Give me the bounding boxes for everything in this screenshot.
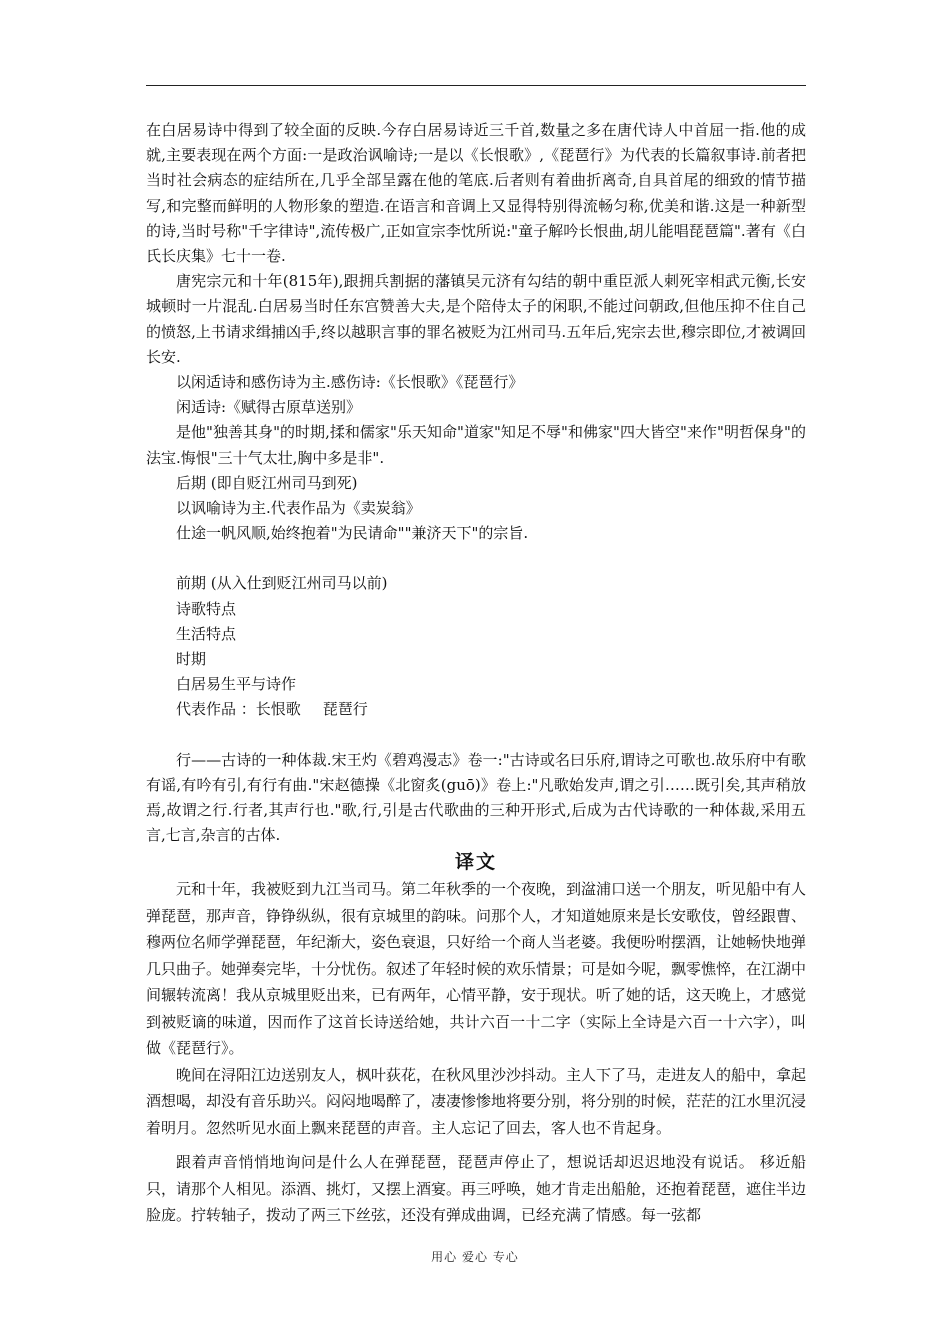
outline-line: 后期 (即自贬江州司马到死) — [176, 473, 358, 492]
outline-line: 生活特点 — [176, 624, 237, 643]
translation-heading: 译文 — [454, 851, 497, 874]
outline-line: 以讽喻诗为主.代表作品为《卖炭翁》 — [176, 499, 421, 518]
header-rule — [146, 85, 806, 86]
translation-paragraph: 跟着声音悄悄地询问是什么人在弹琵琶，琵琶声停止了，想说话却迟迟地没有说话。 移近船只，请那个人相见。添酒、挑灯，又摆上酒宴。再三呼唤，她才肯走出船舱，还抱着琵琶，遮住半边脸庞。拧转轴子，拨动了两三下丝弦，还没有弹成曲调，已经充满了情感。每一弦都 — [146, 1153, 807, 1225]
outline-line: 闲适诗:《赋得古原草送别》 — [176, 398, 362, 417]
biography-paragraph: 唐宪宗元和十年(815年),跟拥兵割据的藩镇吴元济有勾结的朝中重臣派人刺死宰相武元衡,长安城顿时一片混乱.白居易当时任东宫赞善大夫,是个陪侍太子的闲职,不能过问朝政,但他压抑不住自己的愤怒,上书请求缉捕凶手,终以越职言事的罪名被贬为江州司马.五年后,宪宗去世,穆宗即位,才被调回长安. — [146, 272, 806, 366]
outline-line: 前期 (从入仕到贬江州司马以前) — [176, 574, 388, 593]
outline-line: 诗歌特点 — [176, 599, 237, 618]
outline-line: 时期 — [176, 650, 207, 669]
spacer — [146, 546, 806, 571]
intro-paragraph: 在白居易诗中得到了较全面的反映.今存白居易诗近三千首,数量之多在唐代诗人中首屈一指.他的成就,主要表现在两个方面:一是政治讽喻诗;一是以《长恨歌》,《琵琶行》为代表的长篇叙事诗.前者把当时社会病态的症结所在,几乎全部呈露在他的笔底.后者则有着曲折离奇,自具首尾的细致的情节描写,和完整而鲜明的人物形象的塑造.在语言和音调上又显得特别得流畅匀称,优美和谐.这是一种新型的诗,当时号称"千字律诗",流传极广,正如宣宗李忱所说:"童子解吟长恨曲,胡儿能唱琵琶篇".著有《白氏长庆集》七十一卷. — [146, 121, 806, 266]
document-body — [146, 118, 806, 1229]
outline-line: 仕途一帆风顺,始终抱着"为民请命""兼济天下"的宗旨. — [176, 524, 529, 543]
outline-line: 白居易生平与诗作 — [176, 675, 297, 694]
translation-paragraph: 元和十年，我被贬到九江当司马。第二年秋季的一个夜晚，到湓浦口送一个朋友，听见船中有人弹琵琶，那声音，铮铮纵纵，很有京城里的韵味。问那个人，才知道她原来是长安歌伎，曾经跟曹、穆两位名师学弹琵琶，年纪渐大，姿色衰退，只好给一个商人当老婆。我便吩咐摆酒，让她畅快地弹几只曲子。她弹奏完毕，十分忧伤。叙述了年轻时候的欢乐情景；可是如今呢，飘零憔悴，在江湖中间辗转流离！我从京城里贬出来，已有两年，心情平静，安于现状。听了她的话，这天晚上，才感觉到被贬谪的味道，因而作了这首长诗送给她，共计六百一十二字（实际上全诗是六百一十六字），叫做《琵琶行》。 — [146, 880, 807, 1058]
outline-paragraph: 是他"独善其身"的时期,揉和儒家"乐天知命"道家"知足不辱"和佛家"四大皆空"来作"明哲保身"的法宝.悔恨"三十气太壮,胸中多是非". — [146, 423, 806, 467]
representative-works-line — [146, 697, 806, 722]
page-footer: 用心 爱心 专心 — [431, 1250, 519, 1264]
translation-paragraph: 晚间在浔阳江边送别友人，枫叶荻花，在秋风里沙沙抖动。主人下了马，走进友人的船中，拿起酒想喝，却没有音乐助兴。闷闷地喝醉了，凄凄惨惨地将要分别，将分别的时候，茫茫的江水里沉浸着明月。忽然听见水面上飘来琵琶的声音。主人忘记了回去，客人也不肯起身。 — [146, 1065, 807, 1137]
outline-line: 以闲适诗和感伤诗为主.感伤诗:《长恨歌》《琵琶行》 — [176, 373, 524, 392]
spacer — [146, 723, 806, 748]
works-label: 代表作品 ：长恨歌 — [176, 700, 301, 719]
spacer — [146, 1141, 806, 1149]
work-title: 琵琶行 — [322, 700, 368, 719]
xing-paragraph: 行——古诗的一种体裁.宋王灼《碧鸡漫志》卷一:"古诗或名曰乐府,谓诗之可歌也.故乐府中有歌有谣,有吟有引,有行有曲."宋赵德操《北窗炙(guō)》卷上:"凡歌始发声,谓之引……既引矣,其声稍放焉,故谓之行.行者,其声行也."歌,行,引是古代歌曲的三种开形式,后成为古代诗歌的一种体裁,采用五言,七言,杂言的古体. — [146, 750, 806, 845]
